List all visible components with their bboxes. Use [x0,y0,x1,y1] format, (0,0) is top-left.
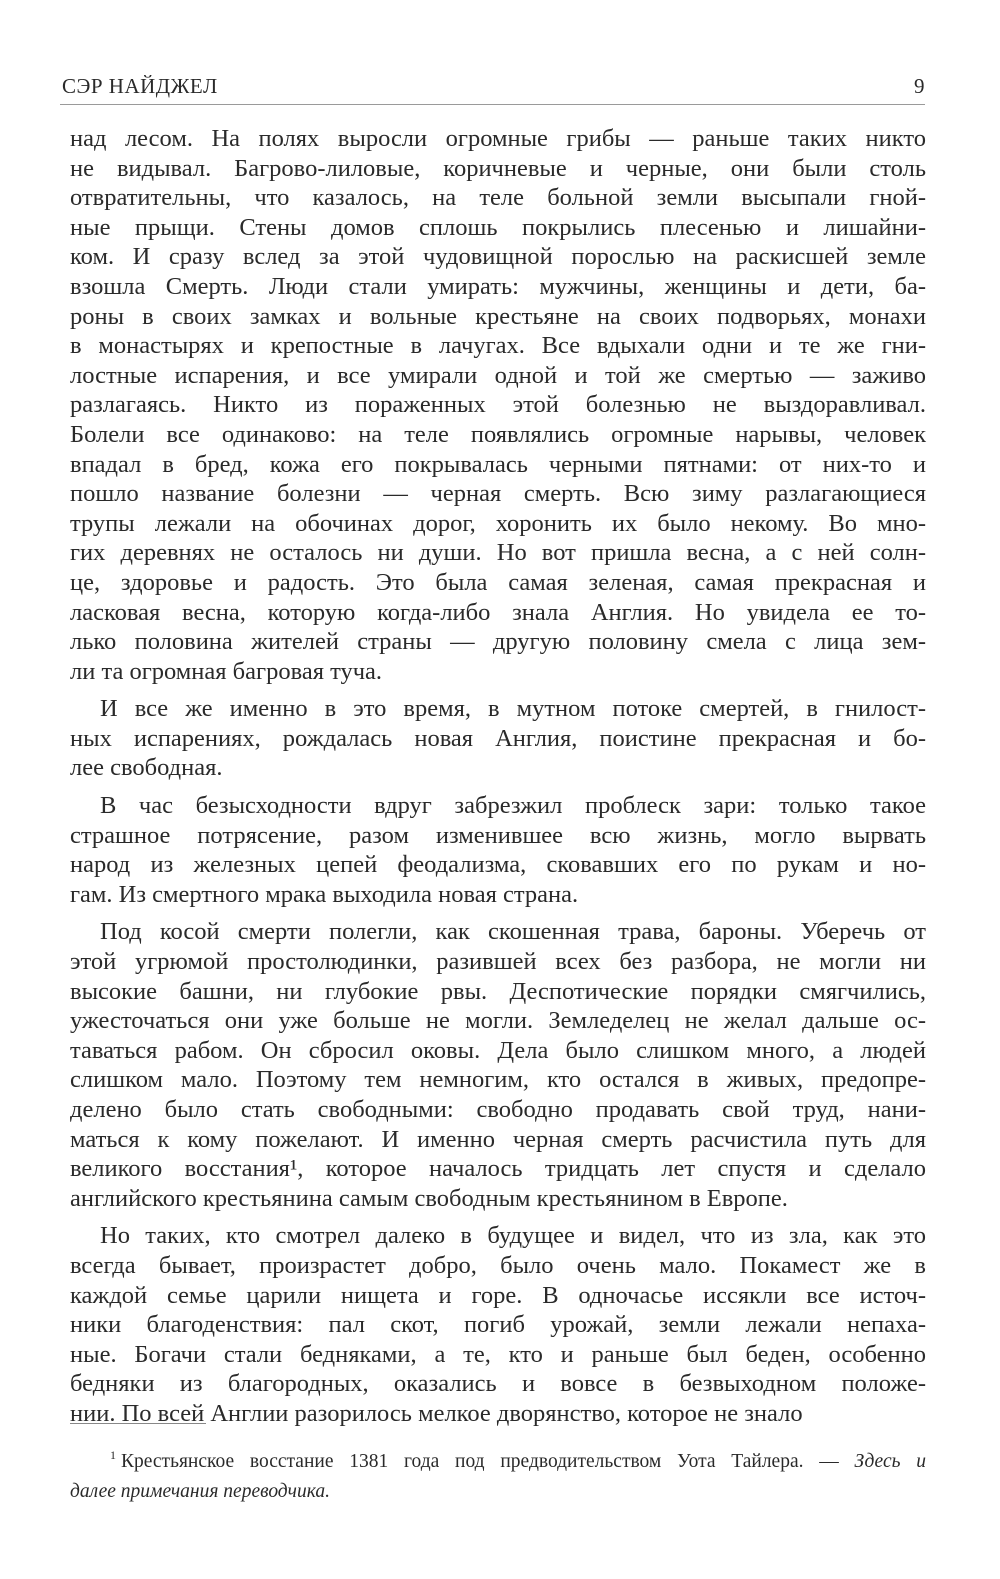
text-line: народ из железных цепей феодализма, сковавших его по рукам и но- [70,851,926,879]
paragraph [70,1221,926,1428]
footnote-line-1 [70,1440,926,1477]
text-line: в монастырях и крепостные в лачугах. Все вдыхали одни и те же гни- [70,332,926,360]
text-line: таваться рабом. Он сбросил оковы. Дела было слишком много, а людей [70,1036,926,1064]
text-line: над лесом. На полях выросли огромные грибы — раньше таких никто [70,125,926,152]
text-line: В час безысходности вдруг забрезжил проблеск зари: только такое [100,792,926,820]
text-line: трупы лежали на обочинах дорог, хоронить их было некому. Во мно- [70,509,926,537]
text-line: гих деревнях не осталось ни души. Но вот пришла весна, а с ней солн- [70,539,926,567]
text-line: лостные испарения, и все умирали одной и той же смертью — заживо [70,361,926,389]
text-line: ные прыщи. Стены домов сплошь покрылись плесенью и лишайни- [70,213,926,241]
text-line: лее свободная. [70,754,223,782]
text-line: И все же именно в это время, в мутном потоке смертей, в гнилост- [100,695,926,723]
text-line: впадал в бред, кожа его покрывалась черными пятнами: от них-то и [70,450,926,478]
text-line: Под косой смерти полегли, как скошенная трава, бароны. Уберечь от [100,918,926,946]
text-line: гам. Из смертного мрака выходила новая страна. [70,880,579,908]
text-line: ных испарениях, рождалась новая Англия, поистине прекрасная и бо- [70,724,926,752]
text-line: Болели все одинаково: на теле появлялись огромные нарывы, человек [70,420,926,448]
text-line: маться к кому пожелают. И именно черная смерть расчистила путь для [70,1125,926,1153]
text-line: ные. Богачи стали бедняками, а те, кто и раньше был беден, особенно [70,1340,926,1368]
paragraph [70,694,926,783]
footnote-rule [70,1423,206,1424]
text-line: пошло название болезни — черная смерть. Всю зиму разлагающиеся [70,480,926,508]
text-line: английского крестьянина самым свободным крестьянином в Европе. [70,1184,788,1212]
text-line: роны в своих замках и вольные крестьяне на своих подворьях, монахи [70,302,926,330]
text-line: высокие башни, ни глубокие рвы. Деспотические порядки смягчились, [70,977,926,1005]
text-line: страшное потрясение, разом изменившее всю жизнь, могло вырвать [70,821,926,849]
text-line: ужесточаться они уже больше не могли. Земледелец не желал дальше ос- [70,1007,926,1035]
text-line: слишком мало. Поэтому тем немногим, кто остался в живых, предопре- [70,1066,926,1094]
footnote-italic-1: Здесь и [854,1451,926,1472]
text-line: це, здоровье и радость. Это была самая зеленая, самая прекрасная и [70,568,926,596]
running-title: СЭР НАЙДЖЕЛ [62,74,218,98]
text-line: ники благоденствия: пал скот, погиб урожай, земли лежали непаха- [70,1311,926,1339]
footnote-italic-2: далее примечания переводчика. [70,1481,330,1502]
header-rule [60,104,925,105]
text-line: великого восстания¹, которое началось тридцать лет спустя и сделало [70,1155,926,1183]
footnote [70,1440,926,1507]
text-line: делено было стать свободными: свободно продавать свой труд, нани- [70,1096,926,1123]
text-line: этой угрюмой простолюдинки, разившей всех без разбора, не могли ни [70,948,926,976]
text-line: разлагаясь. Никто из пораженных этой болезнью не выздоравливал. [70,391,926,419]
paragraph [70,791,926,909]
text-line: не видывал. Багрово-лиловые, коричневые и черные, они были столь [70,154,926,182]
text-line: нии. По всей Англии разорилось мелкое дворянство, которое не знало [70,1399,803,1427]
footnote-marker: 1 [110,1448,116,1462]
text-line: бедняки из благородных, оказались и вовсе в безвыходном положе- [70,1370,926,1398]
body-text [70,124,926,1437]
running-header [62,74,925,102]
text-line: ли та огромная багровая туча. [70,657,383,685]
text-line: каждой семье царили нищета и горе. В одночасье иссякли все источ- [70,1281,926,1309]
text-line: Но таких, кто смотрел далеко в будущее и видел, что из зла, как это [100,1222,926,1250]
text-line: ком. И сразу вслед за этой чудовищной порослью на раскисшей земле [70,243,926,271]
text-line: лько половина жителей страны — другую половину смела с лица зем- [70,628,926,656]
footnote-text: Крестьянское восстание 1381 года под предводительством Уота Тайлера. — [121,1451,855,1472]
paragraph [70,917,926,1213]
paragraph [70,124,926,686]
text-line: всегда бывает, произрастет добро, было очень мало. Покамест же в [70,1251,926,1279]
text-line: отвратительны, что казалось, на теле больной земли высыпали гной- [70,184,926,212]
page-number: 9 [914,74,925,98]
text-line: взошла Смерть. Люди стали умирать: мужчины, женщины и дети, ба- [70,272,926,300]
text-line: ласковая весна, которую когда-либо знала Англия. Но увидела ее то- [70,598,926,626]
